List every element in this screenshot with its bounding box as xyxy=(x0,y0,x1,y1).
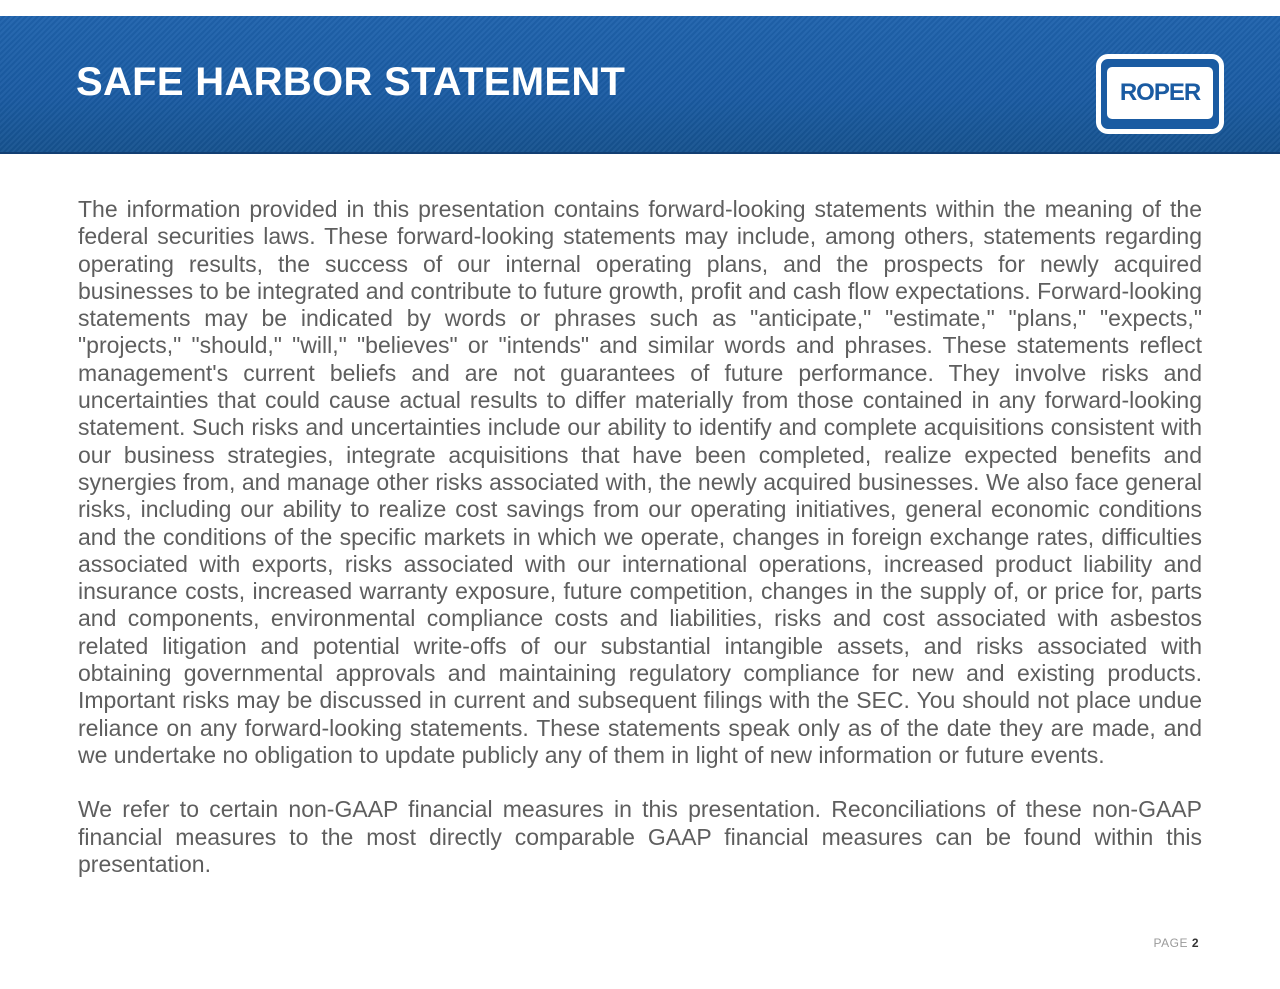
page-number-value: 2 xyxy=(1191,936,1199,950)
page-label: PAGE xyxy=(1153,936,1188,950)
header-band xyxy=(0,16,1280,154)
forward-looking-paragraph: The information provided in this presentation contains forward-looking statements within the meaning of the federal securities laws. These forward-looking statements may include, among others, statements regarding operating results, the success of our internal operating plans, and the prospects for newly acquired businesses to be integrated and contribute to future growth, profit and cash flow expectations. Forward-looking statements may be indicated by words or phrases such as "anticipate," "estimate," "plans," "expects," "projects," "should," "will," "believes" or "intends" and similar words and phrases. These statements reflect management's current beliefs and are not guarantees of future performance. They involve risks and uncertainties that could cause actual results to differ materially from those contained in any forward-looking statement. Such risks and uncertainties include our ability to identify and complete acquisitions consistent with our business strategies, integrate acquisitions that have been completed, realize expected benefits and synergies from, and manage other risks associated with, the newly acquired businesses. We also face general risks, including our ability to realize cost savings from our operating initiatives, general economic conditions and the conditions of the specific markets in which we operate, changes in foreign exchange rates, difficulties associated with exports, risks associated with our international operations, increased product liability and insurance costs, increased warranty exposure, future competition, changes in the supply of, or price for, parts and components, environmental compliance costs and liabilities, risks and cost associated with asbestos related litigation and potential write-offs of our substantial intangible assets, and risks associated with obtaining governmental approvals and maintaining regulatory compliance for new and existing products. Important risks may be discussed in current and subsequent filings with the SEC. You should not place undue reliance on any forward-looking statements. These statements speak only as of the date they are made, and we undertake no obligation to update publicly any of them in light of new information or future events. xyxy=(78,196,1202,768)
page-title: SAFE HARBOR STATEMENT xyxy=(76,60,626,104)
roper-logo xyxy=(1096,54,1224,134)
statement-body xyxy=(78,196,1202,878)
logo-text: ROPER xyxy=(1119,79,1201,106)
non-gaap-paragraph: We refer to certain non-GAAP financial measures in this presentation. Reconciliations of these non-GAAP financial measures to the most directly comparable GAAP financial measures can be found within this presentation. xyxy=(78,796,1202,877)
page-number xyxy=(1154,936,1200,950)
logo-inner xyxy=(1107,67,1213,119)
